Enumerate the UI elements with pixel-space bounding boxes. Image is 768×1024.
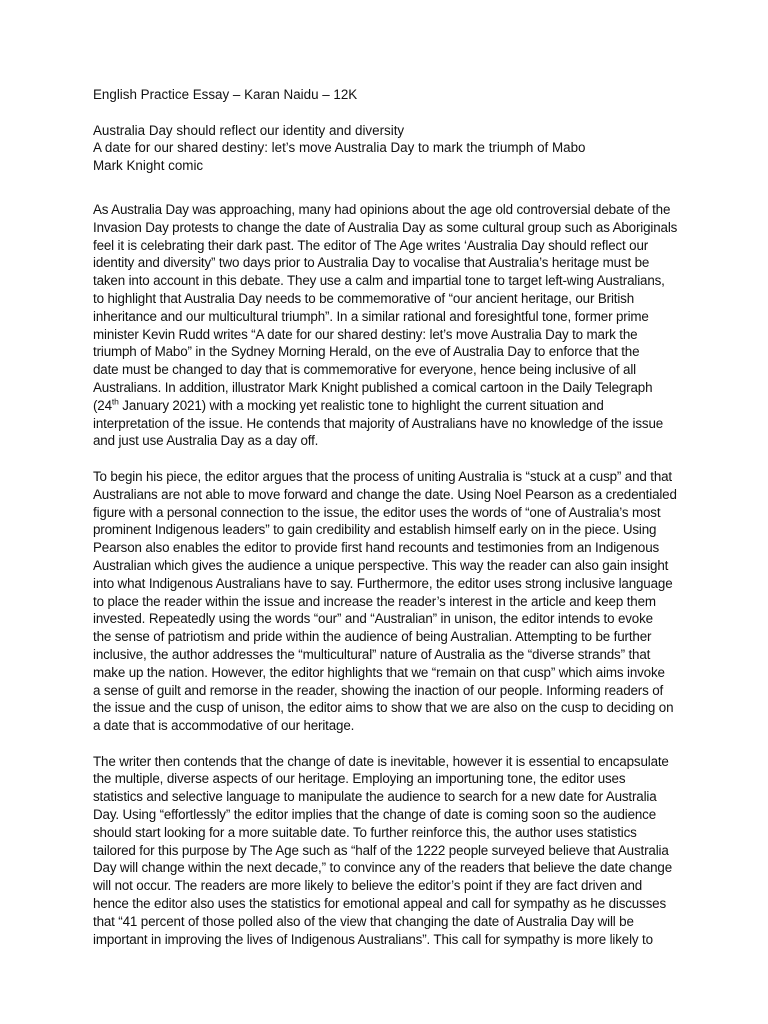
- text-line: To begin his piece, the editor argues that the process of uniting Australia is “stuck at a cusp” and that: [93, 468, 672, 484]
- text-line: invested. Repeatedly using the words “our” and “Australian” in unison, the editor intends to evoke: [93, 611, 653, 627]
- date-open: (24: [93, 397, 112, 413]
- text-line: Invasion Day protests to change the date of Australia Day as some cultural group such as Aboriginals: [93, 219, 678, 235]
- article-title: Australia Day should reflect our identity and diversity: [93, 122, 405, 138]
- text-line: Australians are not able to move forward and change the date. Using Noel Pearson as a credentialed: [93, 486, 677, 502]
- text-line: the sense of patriotism and pride within the audience of being Australian. Attempting to be further: [93, 629, 652, 645]
- paragraph-body-1: [93, 468, 698, 735]
- text-line: Australian which gives the audience a unique perspective. This way the reader can also gain insight: [93, 557, 669, 573]
- text-line: that “41 percent of those polled also of the view that changing the date of Australia Day will be: [93, 913, 634, 929]
- text-line: will not occur. The readers are more likely to believe the editor’s point if they are fact driven and: [93, 878, 643, 894]
- date-ordinal-suffix: th: [111, 396, 119, 407]
- text-line: date must be changed to day that is commemorative for everyone, hence being inclusive of all: [93, 362, 636, 378]
- text-line-dated: [93, 397, 698, 415]
- text-line: triumph of Mabo” in the Sydney Morning Herald, on the eve of Australia Day to enforce that the: [93, 344, 640, 360]
- text-line: statistics and selective language to manipulate the audience to search for a new date for Australia: [93, 789, 657, 805]
- text-line: The writer then contends that the change of date is inevitable, however it is essential to encapsulate: [93, 753, 669, 769]
- text-line: a date that is accommodative of our heritage.: [93, 718, 355, 734]
- text-line: should start looking for a more suitable date. To further reinforce this, the author uses statistics: [93, 824, 637, 840]
- text-line: Australians. In addition, illustrator Mark Knight published a comical cartoon in the Daily Telegraph: [93, 379, 653, 395]
- text-line: identity and diversity” two days prior to Australia Day to vocalise that Australia’s heritage must be: [93, 255, 650, 271]
- text-line: hence the editor also uses the statistics for emotional appeal and call for sympathy as he discusses: [93, 896, 667, 912]
- text-line: feel it is celebrating their dark past. The editor of The Age writes ‘Australia Day should reflect our: [93, 237, 649, 253]
- text-line: minister Kevin Rudd writes “A date for our shared destiny: let’s move Australia Day to mark the: [93, 326, 638, 342]
- text-line: Pearson also enables the editor to provide first hand recounts and testimonies from an Indigenous: [93, 540, 660, 556]
- paragraph-introduction: [93, 201, 698, 450]
- text-line: make up the nation. However, the editor highlights that we “remain on that cusp” which aims invoke: [93, 664, 665, 680]
- text-line: inclusive, the author addresses the “multicultural” nature of Australia as the “diverse strands” that: [93, 646, 651, 662]
- text-line: a sense of guilt and remorse in the reader, showing the inaction of our people. Informing readers of: [93, 682, 664, 698]
- article-titles: [93, 122, 698, 175]
- essay-heading: English Practice Essay – Karan Naidu – 12K: [93, 87, 358, 102]
- text-line: into what Indigenous Australians have to say. Furthermore, the editor uses strong inclusive language: [93, 575, 673, 591]
- text-line: Day will change within the next decade,” to convince any of the readers that believe the date change: [93, 860, 673, 876]
- article-title: Mark Knight comic: [93, 158, 204, 174]
- text-line: important in improving the lives of Indigenous Australians”. This call for sympathy is more likely to: [93, 931, 653, 947]
- text-line: prominent Indigenous leaders” to gain credibility and establish himself early on in the piece. Using: [93, 522, 657, 538]
- text-line: the multiple, diverse aspects of our heritage. Employing an importuning tone, the editor uses: [93, 771, 626, 787]
- text-line: and just use Australia Day as a day off.: [93, 433, 319, 449]
- text-line: the issue and the cusp of unison, the editor aims to show that we are also on the cusp to deciding on: [93, 700, 674, 716]
- text-line: inheritance and our multicultural triumph”. In a similar rational and foresightful tone, former prime: [93, 308, 649, 324]
- text-line: taken into account in this debate. They use a calm and impartial tone to target left-wing Australians,: [93, 273, 665, 289]
- text-line: figure with a personal connection to the issue, the editor uses the words of “one of Australia’s most: [93, 504, 661, 520]
- text-line: to place the reader within the issue and increase the reader’s interest in the article and keep them: [93, 593, 656, 609]
- paragraph-body-2: [93, 753, 698, 949]
- text-line: As Australia Day was approaching, many had opinions about the age old controversial debate of the: [93, 201, 671, 217]
- date-rest: January 2021) with a mocking yet realistic tone to highlight the current situation and: [118, 397, 604, 413]
- text-line: Day. Using “effortlessly” the editor implies that the change of date is coming soon so the audience: [93, 807, 657, 823]
- article-title: A date for our shared destiny: let’s move Australia Day to mark the triumph of Mabo: [93, 140, 586, 156]
- text-line: tailored for this purpose by The Age such as “half of the 1222 people surveyed believe that Australia: [93, 842, 669, 858]
- text-line: interpretation of the issue. He contends that majority of Australians have no knowledge of the issue: [93, 415, 664, 431]
- text-line: to highlight that Australia Day needs to be commemorative of “our ancient heritage, our British: [93, 290, 635, 306]
